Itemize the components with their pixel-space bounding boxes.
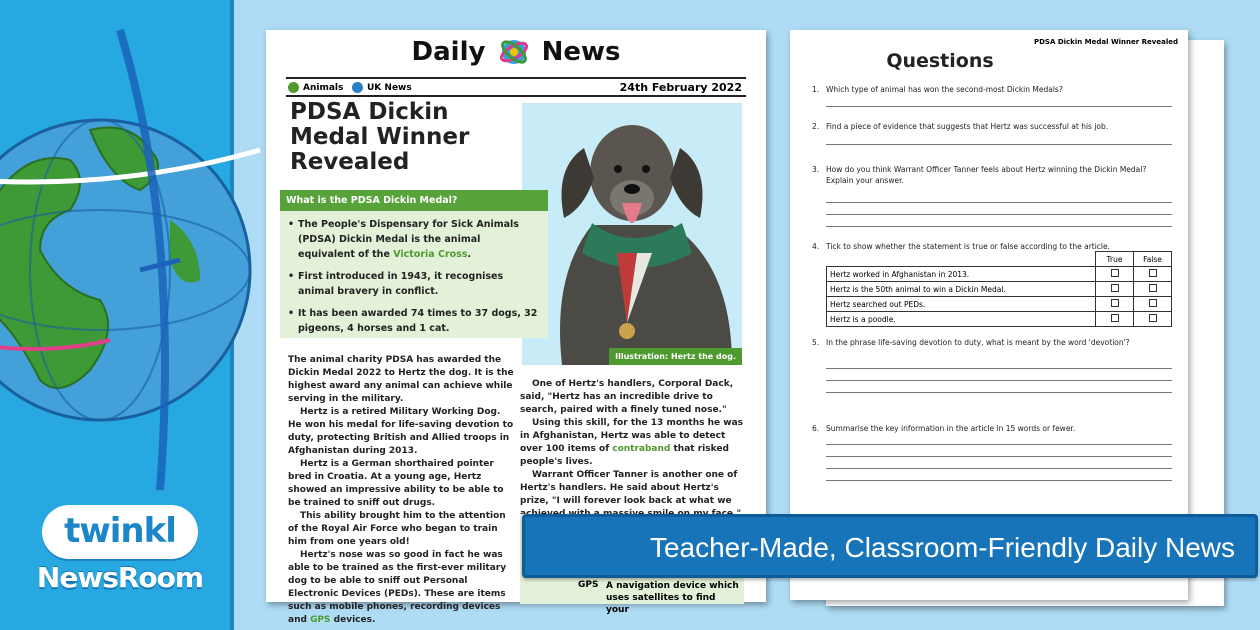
question-5 [812,337,1162,348]
question-6 [812,423,1162,434]
statement: Hertz worked in Afghanistan in 2013. [827,267,1096,282]
fact-text: . [467,249,472,260]
table-header-row [827,252,1172,267]
fact-list [280,211,548,336]
logo-cloud [42,505,198,559]
question-text: Tick to show whether the statement is true or false according to the article. [826,242,1111,251]
answer-line[interactable] [826,144,1172,145]
answer-line[interactable] [826,480,1172,481]
paragraph: The animal charity PDSA has awarded the Dickin Medal 2022 to Hertz the dog. It is the highest award any animal can achieve while serving in the military. [288,355,514,404]
globe-icon [0,40,260,480]
column-false: False [1134,252,1172,267]
answer-line[interactable] [826,106,1172,107]
true-checkbox[interactable] [1111,269,1119,277]
true-checkbox[interactable] [1111,314,1119,322]
answer-line[interactable] [826,368,1172,369]
paw-icon [288,82,299,93]
headline: PDSA Dickin Medal Winner Revealed [290,99,470,175]
table-cell [1096,312,1134,327]
table-cell [1134,312,1172,327]
fact-box [280,190,548,338]
true-false-table [826,251,1172,327]
masthead [266,36,766,67]
glossary-link-victoria-cross[interactable]: Victoria Cross [393,249,468,260]
logo-twinkl-text: twinkl [64,511,176,551]
statement: Hertz searched out PEDs. [827,297,1096,312]
question-3 [812,164,1162,186]
question-1 [812,84,1162,95]
article-column-1 [288,354,514,627]
question-text: Summarise the key information in the article in 15 words or fewer. [826,424,1076,433]
answer-line[interactable] [826,468,1172,469]
paragraph-text: that risked people's lives. [520,444,729,467]
answer-line[interactable] [826,226,1172,227]
table-cell [1096,267,1134,282]
table-row [827,312,1172,327]
fact-item: • It has been awarded 74 times to 37 dogs, 32 pigeons, 4 horses and 1 cat. [288,306,540,336]
false-checkbox[interactable] [1149,299,1157,307]
paragraph: Warrant Officer Tanner is another one of Hertz's handlers. He said about Hertz's prize, "I will forever look back at what we [520,470,738,506]
glossary-link-gps[interactable]: GPS [310,615,331,625]
fact-text: The People's Dispensary for Sick Animals (PDSA) Dickin Medal is the animal equivalent of the [298,219,519,260]
column-true: True [1096,252,1134,267]
paragraph [520,417,744,469]
statement: Hertz is a poodle. [827,312,1096,327]
question-number: 1. [812,85,820,94]
glossary-definition: A navigation device which uses satellites to find your [606,581,739,615]
question-number: 6. [812,424,820,433]
question-number: 3. [812,165,820,174]
answer-line[interactable] [826,456,1172,457]
paragraph [288,549,514,627]
table-row [827,282,1172,297]
table-cell [1096,297,1134,312]
answer-line[interactable] [826,202,1172,203]
paragraph: This ability brought him to the attention of the Royal Air Force who began to train him from one years old! [288,511,506,547]
image-caption: Illustration: Hertz the dog. [609,348,742,365]
answer-line[interactable] [826,380,1172,381]
answer-line[interactable] [826,392,1172,393]
paragraph-text: Hertz's nose was so good in fact he was able to be trained as the first-ever military dog to be able to sniff out Personal Electronic Devices (PEDs). These are items such as mobile phones, recording devices and [288,550,507,625]
questions-title: Questions [886,50,994,72]
question-text: How do you think Warrant Officer Tanner feels about Hertz winning the Dickin Medal? Explain your answer. [826,165,1147,185]
globe-logo-icon [499,37,529,67]
table-cell [1134,282,1172,297]
answer-line[interactable] [826,214,1172,215]
table-cell [1134,267,1172,282]
tag-animals-label: Animals [303,82,344,93]
answer-line[interactable] [826,444,1172,445]
dog-image [522,103,742,365]
tag-uknews [352,82,412,93]
tag-uknews-label: UK News [367,82,412,93]
false-checkbox[interactable] [1149,314,1157,322]
paragraph-text: devices. [330,615,376,625]
logo-newsroom-text: NewsRoom [36,561,204,594]
promo-banner: Teacher-Made, Classroom-Friendly Daily News [522,514,1258,578]
glossary-term: GPS [578,580,599,590]
fact-item: • First introduced in 1943, it recognises animal bravery in conflict. [288,269,540,299]
false-checkbox[interactable] [1149,269,1157,277]
dog-illustration [522,103,742,365]
article-date: 24th February 2022 [619,81,742,94]
question-number: 5. [812,338,820,347]
question-text: Find a piece of evidence that suggests that Hertz was successful at his job. [826,122,1109,131]
question-text: In the phrase life-saving devotion to duty, what is meant by the word 'devotion'? [826,338,1130,347]
table-cell [1134,297,1172,312]
question-number: 2. [812,122,820,131]
fact-box-title: What is the PDSA Dickin Medal? [280,190,548,211]
glossary-link-contraband[interactable]: contraband [612,444,671,454]
question-text: Which type of animal has won the second-most Dickin Medals? [826,85,1063,94]
table-row [827,267,1172,282]
globe-small-icon [352,82,363,93]
true-checkbox[interactable] [1111,284,1119,292]
twinkl-newsroom-logo [30,505,210,594]
brand-panel [0,0,234,630]
paragraph: One of Hertz's handlers, Corporal Dack, said, "Hertz has an incredible drive to search, paired with a finely tuned nose." [520,379,734,415]
article-column-2 [520,378,744,521]
paragraph-text: Using this skill, for the 13 months he was in Afghanistan, Hertz was able to detect over 100 items of [520,418,743,454]
table-row [827,297,1172,312]
masthead-news: News [541,36,621,67]
question-number: 4. [812,242,820,251]
question-2 [812,121,1162,132]
masthead-daily: Daily [411,36,486,67]
paragraph: Hertz is a retired Military Working Dog. He won his medal for life-saving devotion to duty, protecting British and Allied troops in Afghanistan during 2013. [288,407,514,456]
questions-header: PDSA Dickin Medal Winner Revealed [1033,38,1178,46]
paragraph: Hertz is a German shorthaired pointer bred in Croatia. At a young age, Hertz showed an impressive ability to be able to be trained to sniff out drugs. [288,459,504,508]
tag-animals [288,82,343,93]
fact-item [288,217,540,262]
info-bar [286,77,746,97]
table-cell [827,252,1096,267]
statement: Hertz is the 50th animal to win a Dickin Medal. [827,282,1096,297]
table-cell [1096,282,1134,297]
false-checkbox[interactable] [1149,284,1157,292]
true-checkbox[interactable] [1111,299,1119,307]
